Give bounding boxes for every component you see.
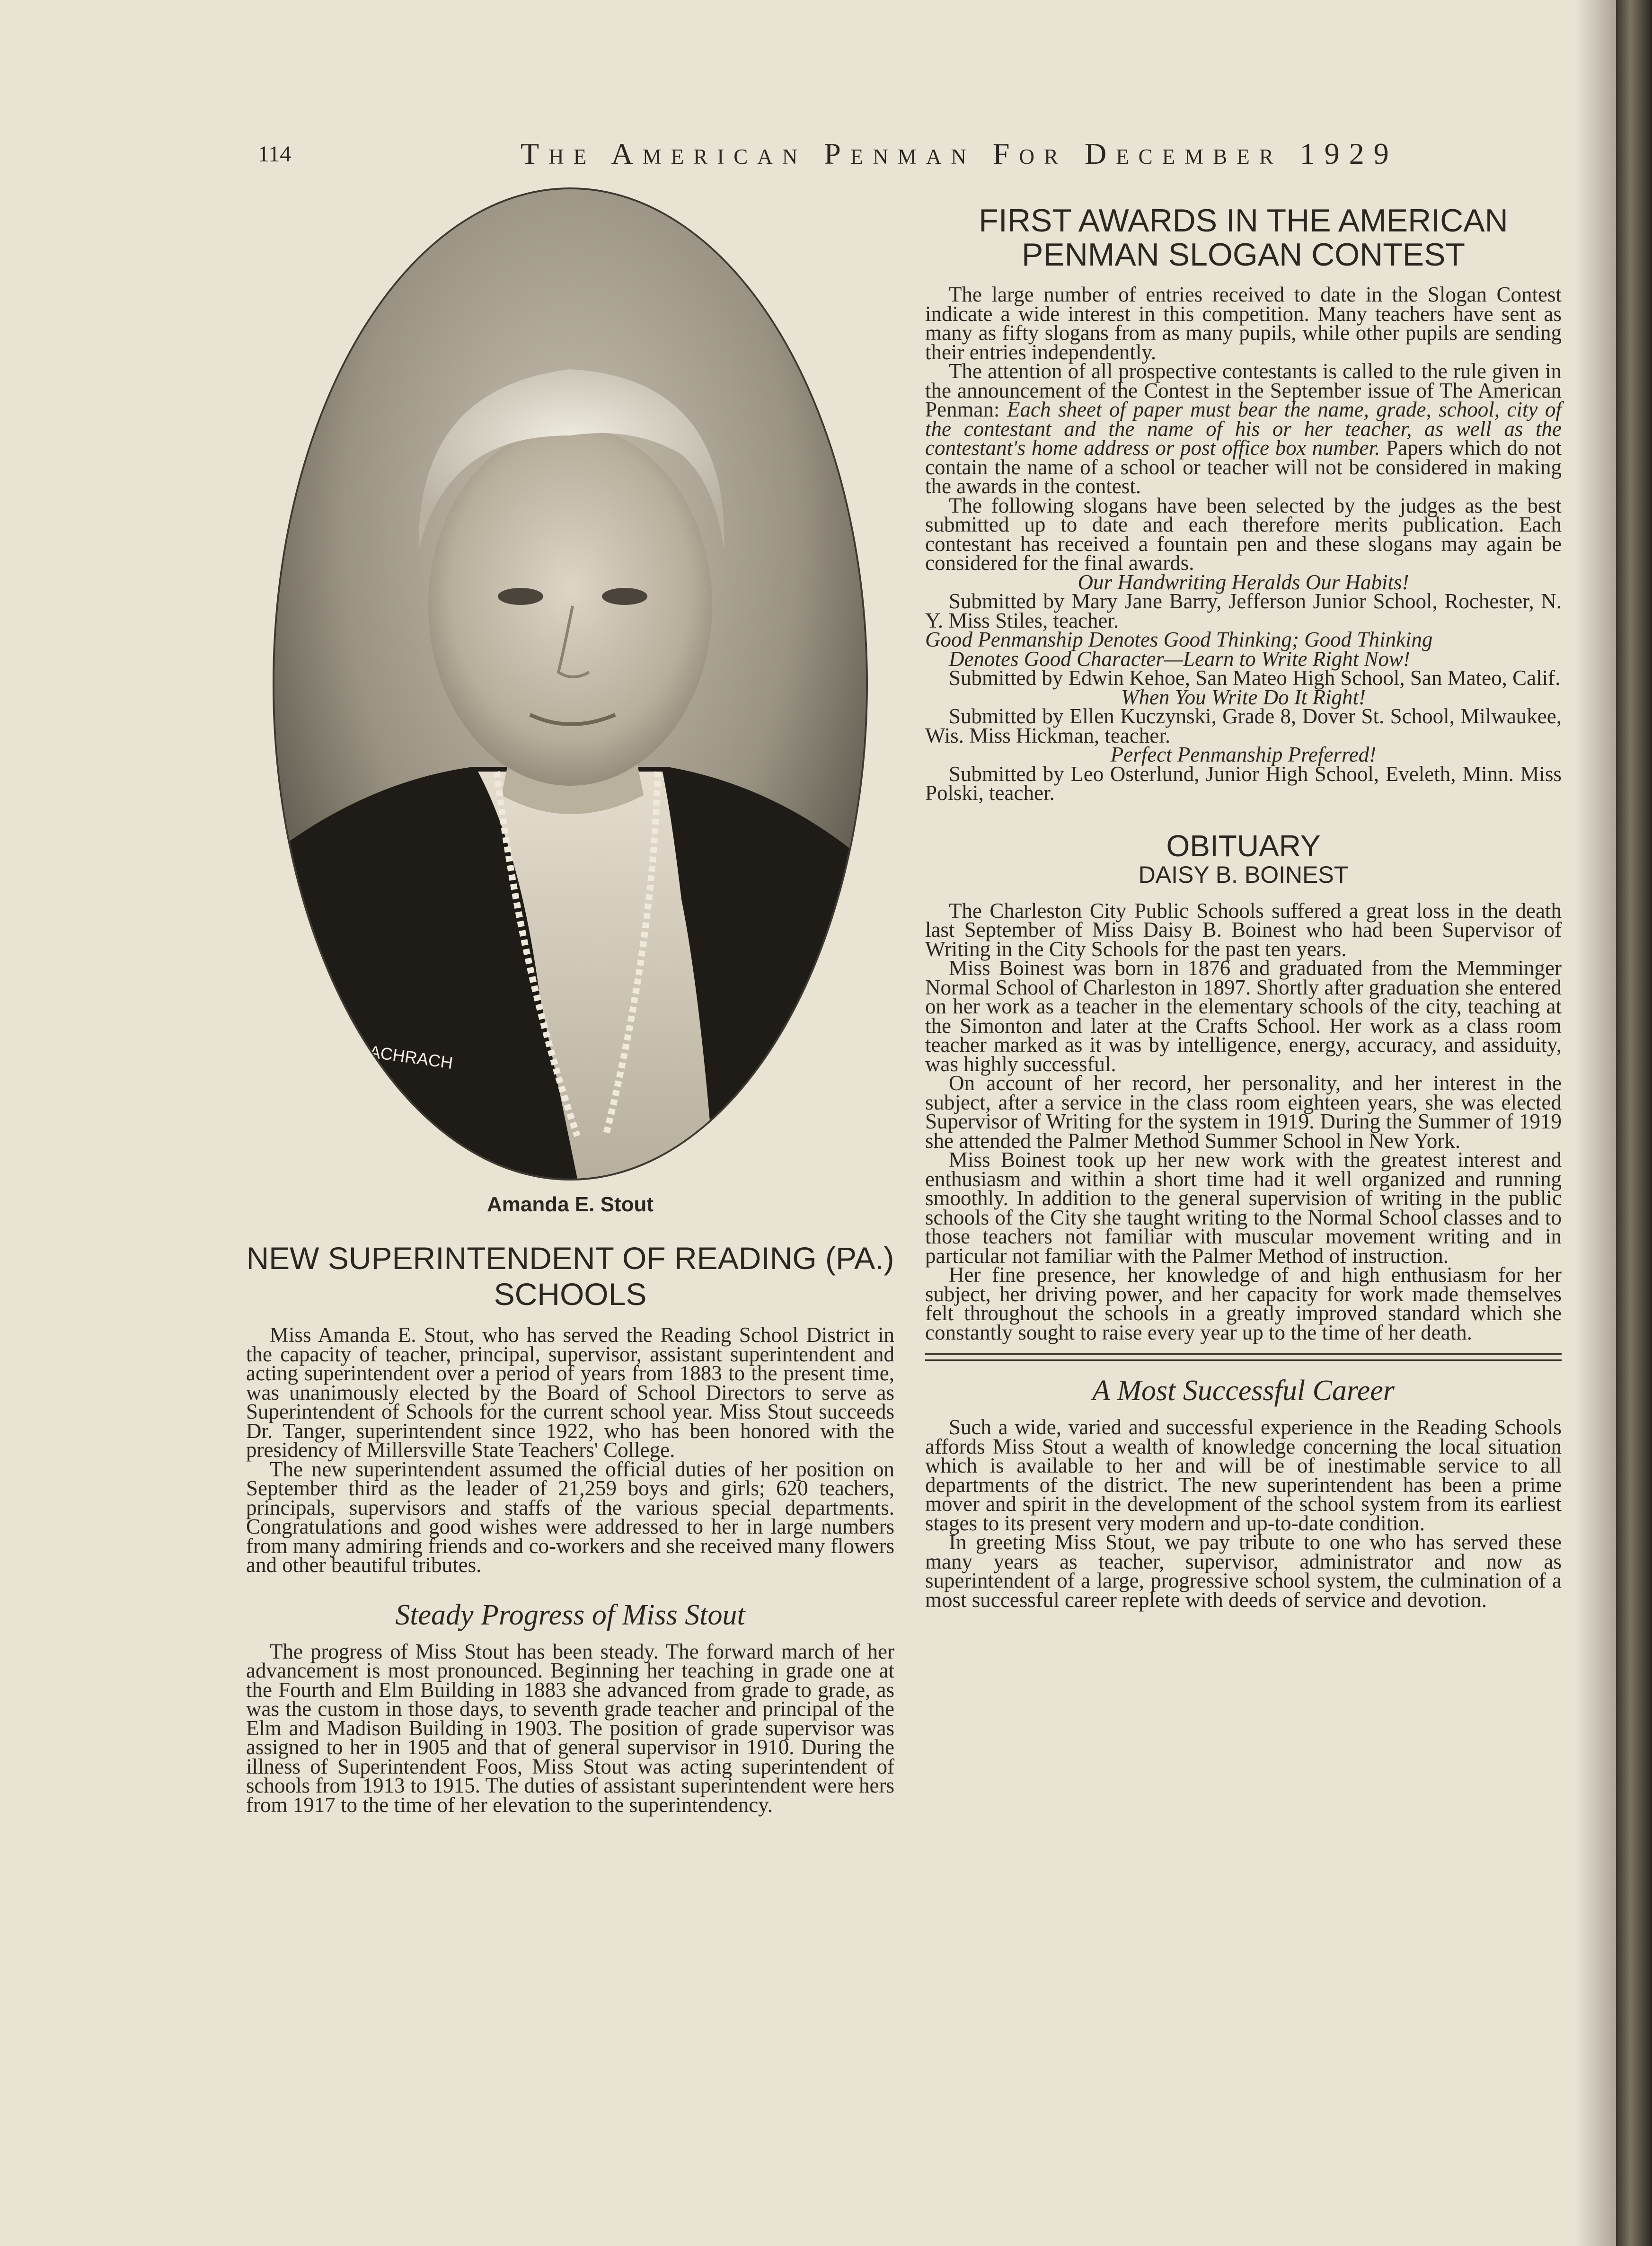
career-paragraph: In greeting Miss Stout, we pay tribute to one who has served these many years as teacher, supervisor, administrator and now as superintendent of a large, progressive school system, the culmination of a most successful career replete with deeds of service and devotion. [925,1530,1562,1612]
slogan-1-submitter: Submitted by Mary Jane Barry, Jefferson Junior School, Rochester, N. Y. Miss Stiles, teacher. [925,589,1562,632]
slogan-3: When You Write Do It Right! [1121,685,1366,709]
body-paragraph: Miss Amanda E. Stout, who has served the Reading School District in the capacity of teacher, principal, supervisor, assistant superintendent and acting superintendent over a period of years from 1883 to the present time, was unanimously elected by the Board of School Directors to serve as Superintendent of Schools for the current school year. Miss Stout succeeds Dr. Tanger, superintendent since 1922, who has been honored with the presidency of Millersville State Teachers' College. [246,1323,894,1462]
obituary-paragraph: Miss Boinest was born in 1876 and graduated from the Memminger Normal School of Charleston in 1897. Shortly after graduation she entered on her work as a teacher in the elementary schools of the city, teaching at the Simonton and later at the Crafts School. Her work as a class room teacher marked as it was by intelligence, energy, accuracy, and assiduity, was highly successful. [925,956,1562,1076]
right-column [925,203,1562,1612]
slogan-3-submitter: Submitted by Ellen Kuczynski, Grade 8, Dover St. School, Milwaukee, Wis. Miss Hickman, teacher. [925,704,1562,747]
page-edge [1616,0,1652,2246]
progress-paragraph: The progress of Miss Stout has been steady. The forward march of her advancement is most pronounced. Beginning her teaching in grade one at the Fourth and Elm Building in 1883 she advanced from grade to grade, as was the custom in those days, to seventh grade teacher and principal of the Elm and Madison Building in 1903. The position of grade supervisor was assigned to her in 1905 and that of general supervisor in 1910. During the illness of Superintendent Foos, Miss Stout was acting superintendent of schools from 1913 to 1915. The duties of assistant superintendent were hers from 1917 to the time of her elevation to the superintendency. [246,1639,894,1817]
slogan-2-submitter: Submitted by Edwin Kehoe, San Mateo High School, San Mateo, Calif. [949,666,1561,690]
slogan-2-line-2: Denotes Good Character—Learn to Write Right Now! [949,647,1410,671]
obituary-name: DAISY B. BOINEST [1138,861,1349,888]
section-divider [925,1353,1562,1361]
obituary-paragraph: The Charleston City Public Schools suffered a great loss in the death last September of Miss Daisy B. Boinest who had been Supervisor of Writing in the City Schools for the past ten years. [925,898,1562,961]
slogan-4: Perfect Penmanship Preferred! [1110,743,1377,766]
obituary-paragraph: Her fine presence, her knowledge of and high enthusiasm for her subject, her driving power, and her capacity for work made themselves felt throughout the schools in a greatly improved standard which she constantly sought to raise every year up to the time of her death. [925,1263,1562,1344]
progress-subheading: Steady Progress of Miss Stout [395,1598,745,1631]
slogan-4-submitter: Submitted by Leo Osterlund, Junior High School, Eveleth, Minn. Miss Polski, teacher. [925,762,1562,805]
page-number: 114 [258,142,292,167]
superintendent-headline: NEW SUPERINTENDENT OF READING (PA.) SCHOOLS [246,1241,894,1312]
running-head [0,136,1616,179]
running-title: The American Penman For December 1929 [521,137,1398,170]
rule-intro: The attention of all prospective contestants is called to the rule given in the announcement of the Contest in the September issue of The American Penman: [925,359,1562,421]
obituary-title: OBITUARY [1166,828,1321,863]
page-gutter-shadow [1576,0,1616,2246]
rule-italic: Each sheet of paper must bear the name, grade, school, city of the contestant and the name of his or her teacher, as well as the contestant's home address or post office box number. [925,398,1562,460]
left-column [246,1240,894,1817]
slogan-2-line-1: Good Penmanship Denotes Good Thinking; Good Thinking [925,628,1433,651]
rule-tail: Papers which do not contain the name of a school or teacher will not be considered in making the awards in the contest. [925,436,1562,498]
obituary-paragraph: Miss Boinest took up her new work with the greatest interest and enthusiasm and within a short time had it well organized and running smoothly. In addition to the general supervision of writing in the public schools of the City she taught writing to the Normal School classes and to those teachers not familiar with muscular movement writing and in particular not familiar with the Palmer Method of instruction. [925,1148,1562,1268]
portrait-photo [274,189,866,1179]
career-subheading: A Most Successful Career [1092,1375,1395,1407]
portrait-caption: Amanda E. Stout [486,1193,654,1216]
photographer-credit: BACHRACH [356,1040,454,1073]
portrait-illustration [274,189,866,1179]
selection-note: The following slogans have been selected by the judges as the best submitted up to date and each therefore merits publication. Each contestant has received a fountain pen and these slogans may again be considered for the final awards. [925,493,1562,575]
portrait-oval [274,189,866,1179]
contest-rule [925,359,1562,498]
career-paragraph: Such a wide, varied and successful experience in the Reading Schools affords Miss Stout a wealth of knowledge concerning the local situation which is available to her and will be of inestimable service to all departments of the district. The new superintendent has been a prime mover and spirit in the development of the school system from its earliest stages to its present very modern and up-to-date condition. [925,1415,1562,1535]
body-paragraph: The new superintendent assumed the official duties of her position on September third as the leader of 21,259 boys and girls; 620 teachers, principals, supervisors and staffs of the various special departments. Congratulations and good wishes were addressed to her in large numbers from many admiring friends and co-workers and she received many flowers and other beautiful tributes. [246,1457,894,1577]
slogan-contest-headline: FIRST AWARDS IN THE AMERICAN PENMAN SLOGAN CONTEST [979,203,1508,273]
contest-intro: The large number of entries received to date in the Slogan Contest indicate a wide interest in this competition. Many teachers have sent as many as fifty slogans from as many pupils, while other pupils are sending their entries independently. [925,283,1562,364]
slogan-1: Our Handwriting Heralds Our Habits! [1078,570,1409,594]
obituary-paragraph: On account of her record, her personality, and her interest in the subject, after a service in the class room eighteen years, she was elected Supervisor of Writing for the system in 1919. During the Summer of 1919 she attended the Palmer Method Summer School in New York. [925,1071,1562,1153]
